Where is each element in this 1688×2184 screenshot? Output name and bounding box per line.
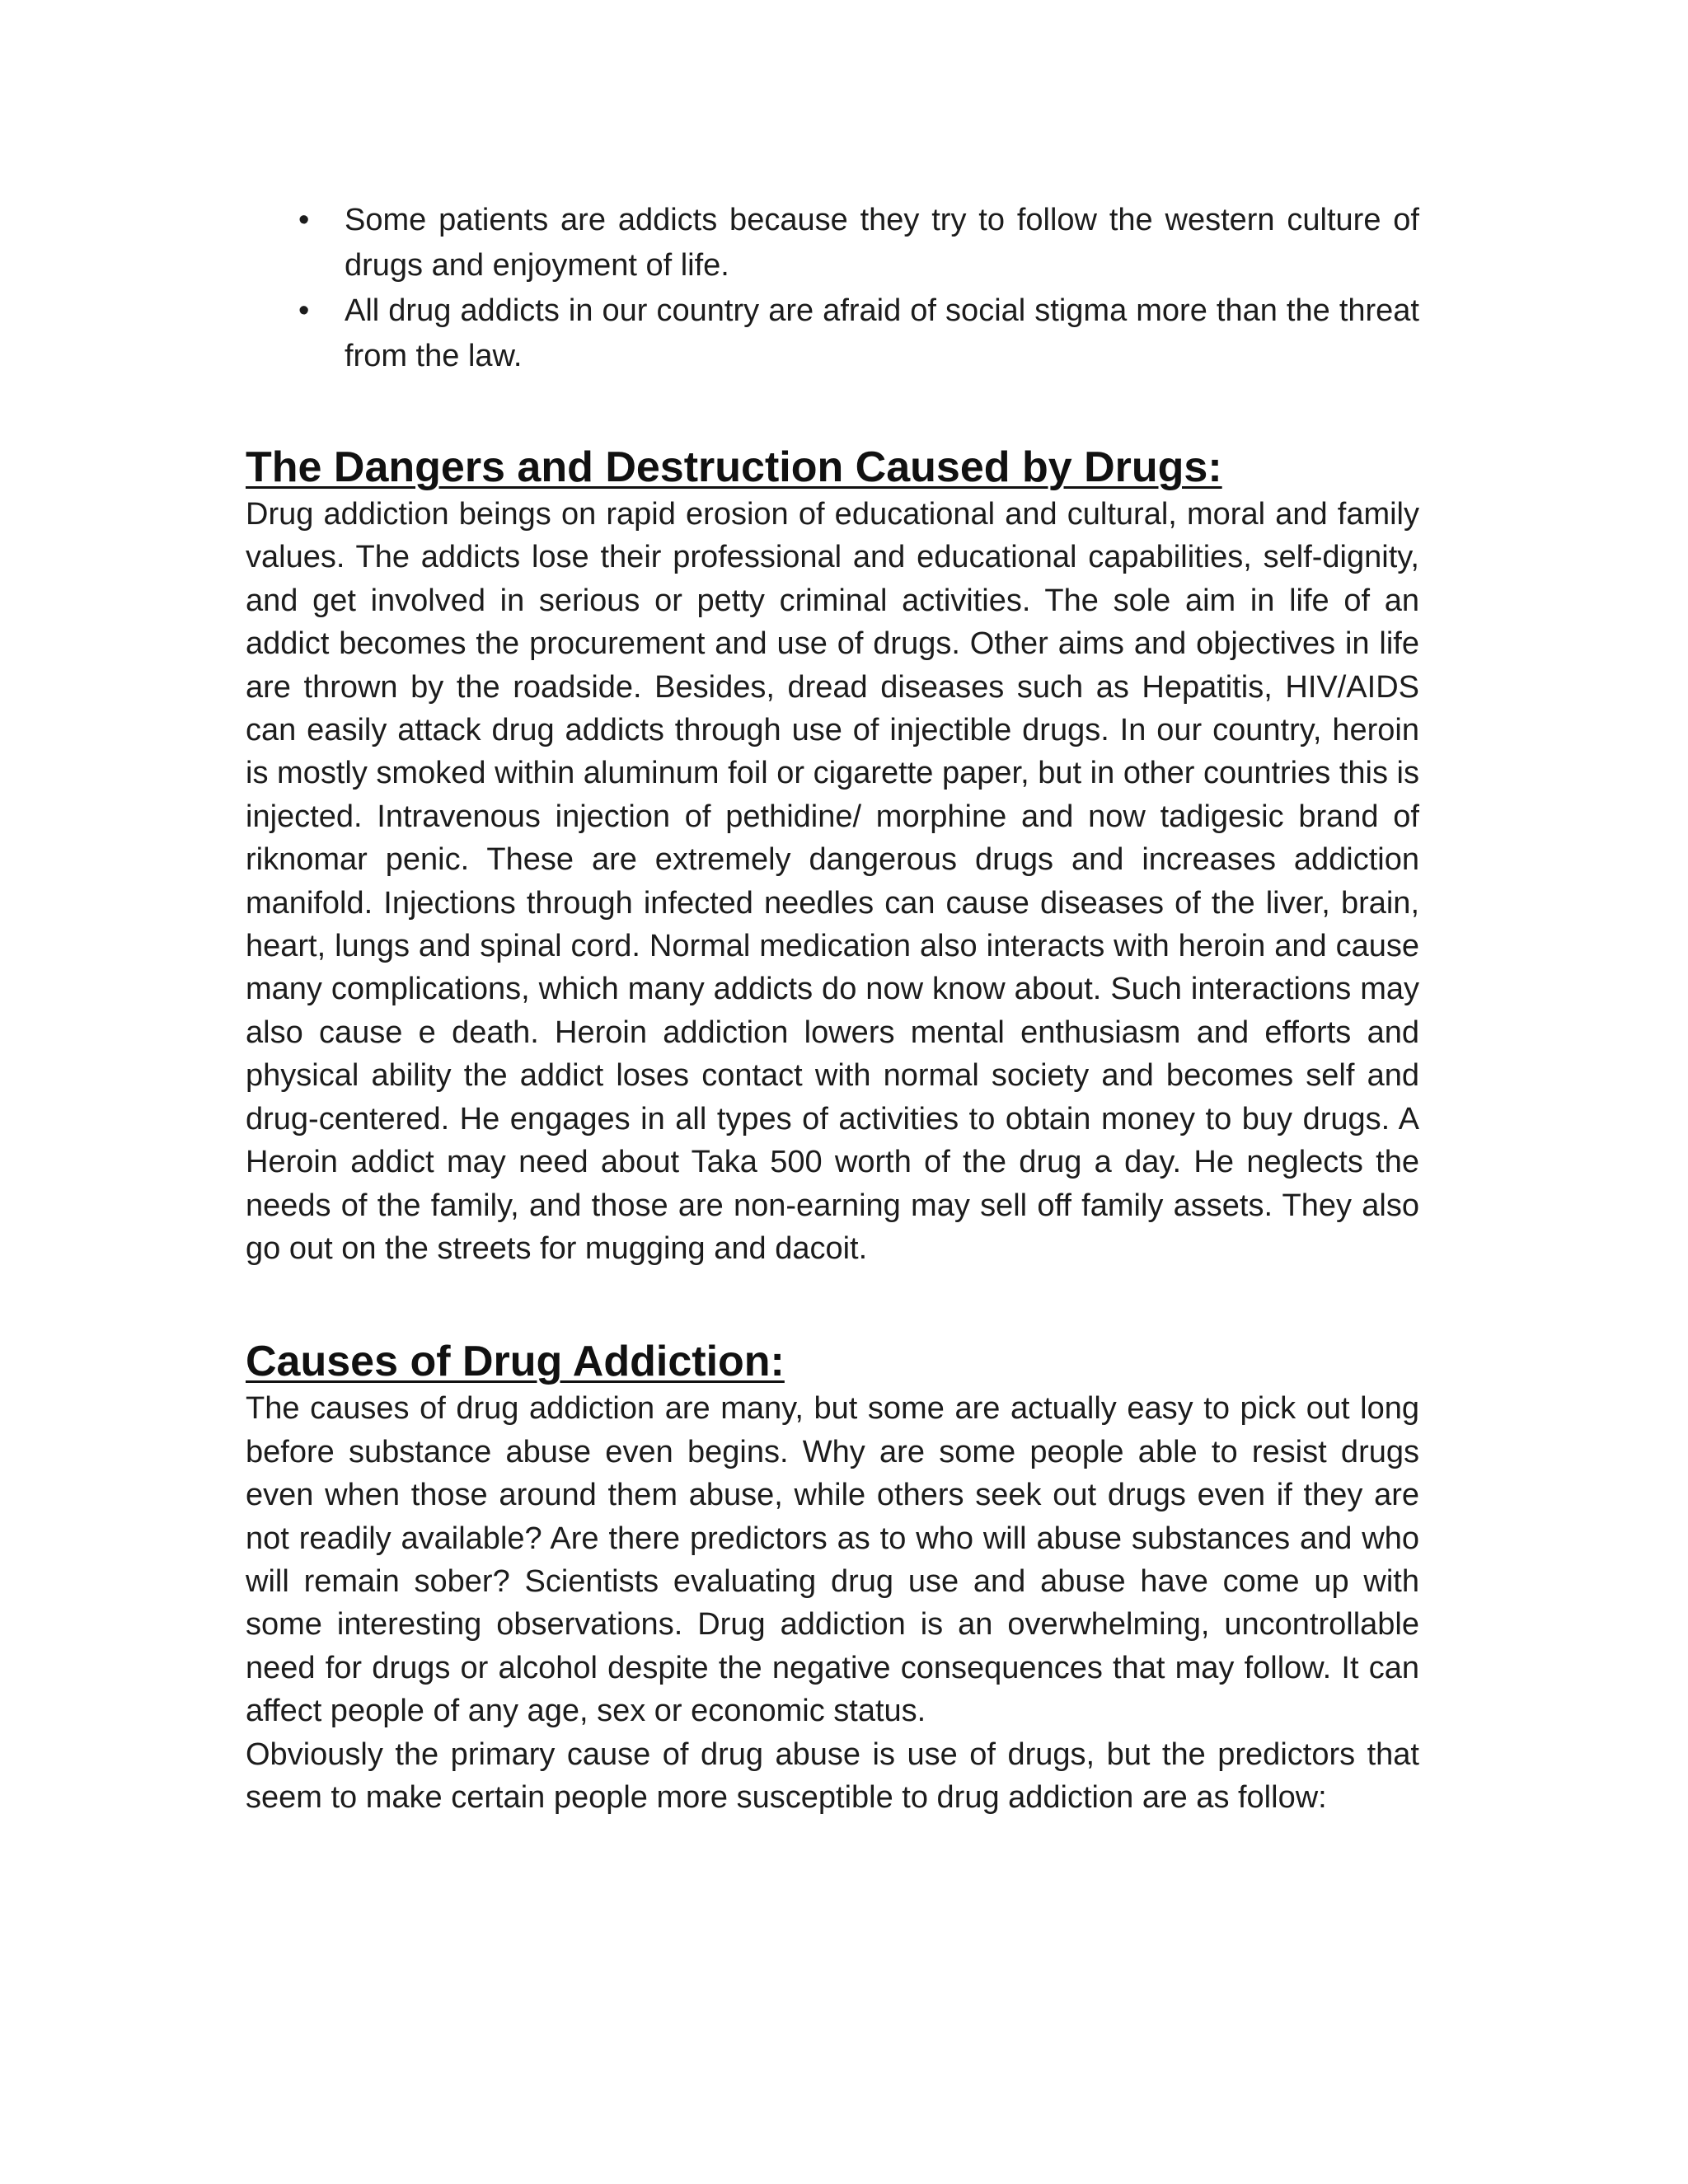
section-heading-dangers: The Dangers and Destruction Caused by Drugs: xyxy=(246,443,1222,491)
document-page xyxy=(246,198,1419,1819)
section-paragraph-causes: The causes of drug addiction are many, but some are actually easy to pick out long before substance abuse even begins. Why are some people able to resist drugs even when those around them abuse, while others seek out drugs even if they are not readily available? Are there predictors as to who will abuse substances and who will remain sober? Scientists evaluating drug use and abuse have come up with some interesting observations. Drug addiction is an overwhelming, uncontrollable need for drugs or alcohol despite the negative consequences that may follow. It can affect people of any age, sex or economic status. xyxy=(246,1391,1419,1729)
section-paragraph-dangers: Drug addiction beings on rapid erosion of educational and cultural, moral and family values. The addicts lose their professional and educational capabilities, self-dignity, and get involved in serious or petty criminal activities. The sole aim in life of an addict becomes the procurement and use of drugs. Other aims and objectives in life are thrown by the roadside. Besides, dread diseases such as Hepatitis, HIV/AIDS can easily attack drug addicts through use of injectible drugs. In our country, heroin is mostly smoked within aluminum foil or cigarette paper, but in other countries this is injected. Intravenous injection of pethidine/ morphine and now tadigesic brand of riknomar penic. These are extremely dangerous drugs and increases addiction manifold. Injections through infected needles can cause diseases of the liver, brain, heart, lungs and spinal cord. Normal medication also interacts with heroin and cause many complications, which many addicts do now know about. Such interactions may also cause e death. Heroin addiction lowers mental enthusiasm and efforts and physical ability the addict loses contact with normal society and becomes self and drug-centered. He engages in all types of activities to obtain money to buy drugs. A Heroin addict may need about Taka 500 worth of the drug a day. He neglects the needs of the family, and those are non-earning may sell off family assets. They also go out on the streets for mugging and dacoit. xyxy=(246,497,1419,1266)
section-heading-causes: Causes of Drug Addiction: xyxy=(246,1338,785,1386)
bullet-icon: • xyxy=(298,293,310,328)
list-item xyxy=(246,288,1419,379)
section-paragraph-predictors: Obviously the primary cause of drug abuse is use of drugs, but the predictors that seem to make certain people more susceptible to drug addiction are as follow: xyxy=(246,1736,1419,1815)
list-item xyxy=(246,198,1419,288)
list-item-text: All drug addicts in our country are afraid of social stigma more than the threat from the law. xyxy=(345,293,1419,373)
list-item-text: Some patients are addicts because they try to follow the western culture of drugs and enjoyment of life. xyxy=(345,203,1419,283)
bullet-icon: • xyxy=(298,203,310,237)
bullet-list xyxy=(246,198,1419,379)
